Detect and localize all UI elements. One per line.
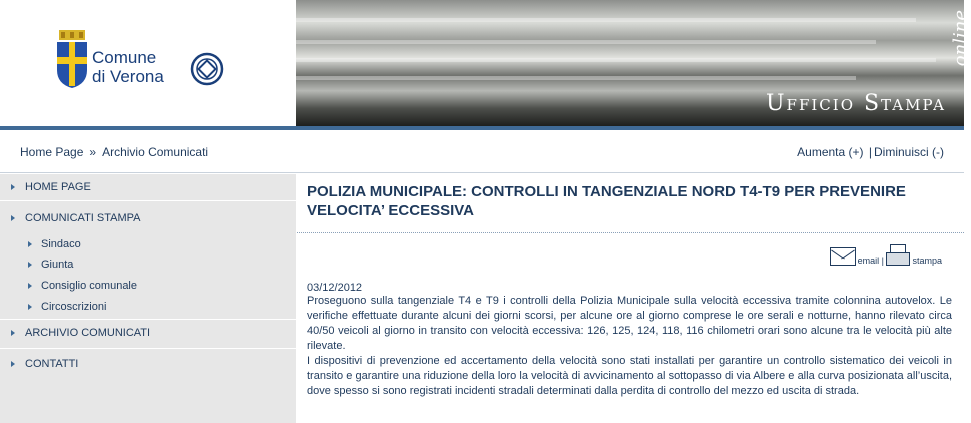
article-title: POLIZIA MUNICIPALE: CONTROLLI IN TANGENZIALE NORD T4-T9 PER PREVENIRE VELOCITA’ ECCESSIVA (307, 183, 906, 219)
verona-crest-icon (55, 30, 89, 88)
breadcrumb-current-link[interactable]: Archivio Comunicati (102, 145, 209, 159)
font-controls-separator: | (868, 145, 872, 159)
breadcrumb-home-link[interactable]: Home Page (20, 145, 84, 159)
article-body (307, 294, 952, 399)
article-paragraph: I dispositivi di prevenzione ed accertamento della velocità sono stati installati per garantire un controllo sistematico dei veicoli in transito e garantire una riduzione della loro la velocità di avvicinamento al sottopasso di via Albere e alla curva posizionata all’uscita, dove spesso si sono registrati incidenti stradali determinati dalla perdita di controllo del mezzo ed uscita di strada. (307, 355, 952, 397)
chevron-right-icon (11, 361, 15, 367)
logo-line2: di Verona (92, 67, 164, 86)
breadcrumb (20, 145, 208, 159)
sidebar-item-label: COMUNICATI STAMPA (25, 212, 141, 224)
printer-icon (886, 244, 910, 266)
sidebar-item-label: Circoscrizioni (41, 301, 107, 313)
chevron-right-icon (11, 184, 15, 190)
font-increase-link[interactable]: Aumenta (+) (797, 145, 864, 159)
sidebar-item-label: ARCHIVIO COMUNICATI (25, 327, 151, 339)
site-header (0, 0, 971, 126)
print-label: stampa (912, 256, 942, 266)
sidebar-item-label: CONTATTI (25, 358, 79, 370)
banner-subtitle: online (950, 10, 971, 67)
sidebar-item-label: HOME PAGE (25, 181, 91, 193)
sidebar-item-label: Consiglio comunale (41, 280, 137, 292)
sidebar-nav (0, 174, 296, 423)
unesco-heritage-icon (190, 52, 224, 86)
chevron-right-icon (28, 241, 32, 247)
breadcrumb-bar (0, 130, 964, 173)
sidebar-item-label: Giunta (41, 259, 74, 271)
logo-line1: Comune (92, 48, 157, 67)
logo-area[interactable] (0, 0, 296, 126)
article-tools (830, 244, 942, 272)
chevron-right-icon (28, 283, 32, 289)
chevron-right-icon (11, 215, 15, 221)
chevron-right-icon (28, 304, 32, 310)
font-decrease-link[interactable]: Diminuisci (-) (874, 145, 944, 159)
article-title-box (297, 174, 964, 233)
breadcrumb-separator: » (89, 145, 97, 159)
print-tool[interactable] (886, 244, 942, 266)
tools-separator: | (881, 256, 884, 266)
email-label: email (857, 256, 880, 266)
sidebar-item-label: Sindaco (41, 238, 81, 250)
article-paragraph: Proseguono sulla tangenziale T4 e T9 i controlli della Polizia Municipale sulla velocità eccessiva tramite colonnina autovelox. Le verifiche effettuate durante alcuni dei giorni scorsi, per alcune ore al giorno comprese le ore serali e notturne, hanno rilevato circa 40/50 veicoli al giorno in transito con velocità eccessiva: 126, 125, 124, 118, 116 chilometri orari sono alcune tra le velocità più alte rilevate. (307, 295, 952, 352)
banner-title: Ufficio Stampa (766, 91, 946, 116)
header-banner (296, 0, 971, 126)
chevron-right-icon (28, 262, 32, 268)
article-area (297, 174, 964, 423)
envelope-icon (830, 247, 856, 266)
email-tool[interactable] (830, 247, 880, 266)
logo-text (92, 48, 164, 86)
font-size-controls (797, 145, 944, 159)
chevron-right-icon (11, 330, 15, 336)
article-date: 03/12/2012 (307, 282, 363, 294)
